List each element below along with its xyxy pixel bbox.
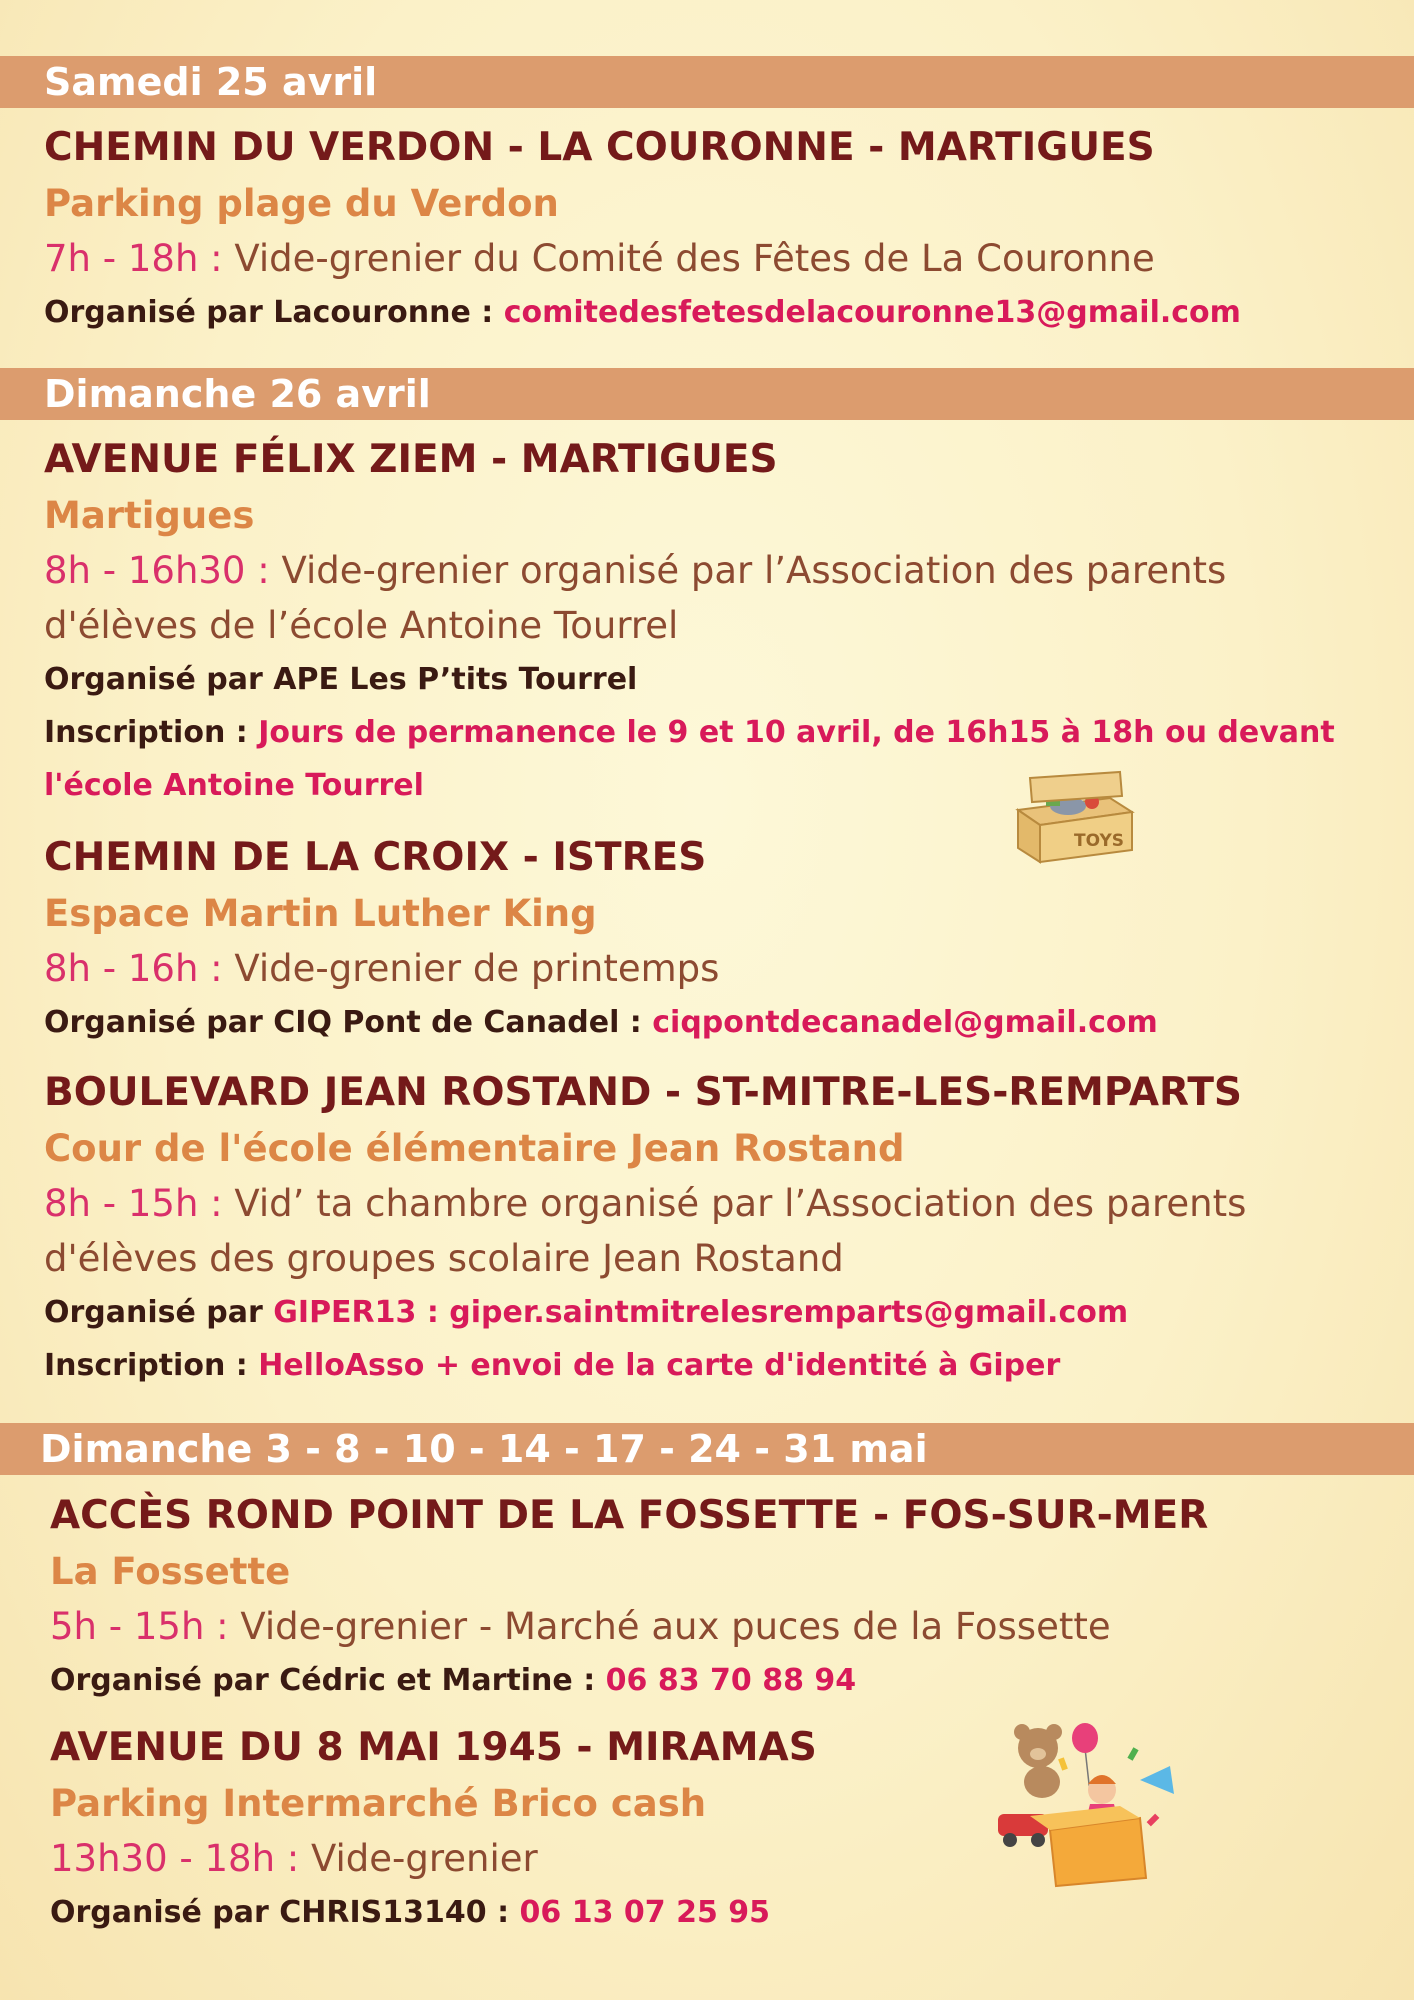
event-time: 7h - 18h [44, 237, 199, 280]
event-street: ACCÈS ROND POINT DE LA FOSSETTE - FOS-SUR-MER [50, 1493, 1209, 1538]
organizer-email[interactable]: ciqpontdecanadel@gmail.com [652, 1005, 1158, 1040]
event-time: 13h30 - 18h [50, 1837, 276, 1880]
inscription-prefix: Inscription : [44, 1348, 248, 1383]
event-organizer [44, 996, 1374, 1049]
inscription-text: HelloAsso + envoi de la carte d'identité à Giper [258, 1348, 1061, 1383]
organizer-email[interactable]: giper.saintmitrelesremparts@gmail.com [449, 1295, 1129, 1330]
organizer-phone[interactable]: 06 13 07 25 95 [519, 1895, 771, 1930]
date-header: Samedi 25 avril [0, 56, 1414, 108]
organizer-prefix: Organisé par CHRIS13140 : [50, 1895, 510, 1930]
event-place: Martigues [44, 494, 255, 537]
event-time: 8h - 16h [44, 947, 199, 990]
event-time: 8h - 15h [44, 1182, 199, 1225]
event-organizer [50, 1886, 1380, 1939]
event-listing [44, 1065, 1374, 1392]
date-header: Dimanche 26 avril [0, 368, 1414, 420]
event-place: Parking Intermarché Brico cash [50, 1782, 707, 1825]
toys-illustration-icon [990, 1718, 1190, 1888]
organizer-phone[interactable]: 06 83 70 88 94 [605, 1663, 857, 1698]
organizer-prefix: Organisé par Cédric et Martine : [50, 1663, 596, 1698]
event-description-text: Vide-grenier du Comité des Fêtes de La Couronne [234, 237, 1155, 280]
inscription-prefix: Inscription : [44, 715, 248, 750]
event-organizer [44, 1286, 1374, 1339]
event-description: 13h30 - 18h : Vide-grenier [50, 1837, 538, 1880]
event-description: 7h - 18h : Vide-grenier du Comité des Fêtes de La Couronne [44, 237, 1155, 280]
organizer-name: GIPER13 : [273, 1295, 439, 1330]
event-street: AVENUE DU 8 MAI 1945 - MIRAMAS [50, 1725, 817, 1770]
toy-box-label: TOYS [1074, 831, 1124, 851]
toy-box-icon [1010, 770, 1140, 865]
event-description-text: Vid’ ta chambre organisé par l’Association des parents d'élèves des groupes scolaire Jean Rostand [44, 1182, 1247, 1280]
event-listing [50, 1488, 1380, 1707]
event-place: Espace Martin Luther King [44, 892, 597, 935]
event-inscription [44, 706, 1344, 812]
organizer-prefix: Organisé par Lacouronne : [44, 295, 494, 330]
event-description: 5h - 15h : Vide-grenier - Marché aux puces de la Fossette [50, 1605, 1111, 1648]
event-description-text: Vide-grenier de printemps [234, 947, 720, 990]
inscription-text: Jours de permanence le 9 et 10 avril, de 16h15 à 18h ou devant l'école Antoine Tourrel [44, 715, 1335, 803]
event-description-text: Vide-grenier [311, 1837, 538, 1880]
event-listing [44, 830, 1374, 1049]
event-organizer [50, 1654, 1380, 1707]
event-description: 8h - 16h30 : Vide-grenier organisé par l’Association des parents d'élèves de l’école Antoine Tourrel [44, 549, 1227, 647]
organizer-prefix: Organisé par APE Les P’tits Tourrel [44, 662, 638, 697]
event-place: La Fossette [50, 1550, 291, 1593]
event-inscription [44, 1339, 1374, 1392]
event-description: 8h - 16h : Vide-grenier de printemps [44, 947, 720, 990]
event-street: BOULEVARD JEAN ROSTAND - ST-MITRE-LES-REMPARTS [44, 1070, 1243, 1115]
organizer-email[interactable]: comitedesfetesdelacouronne13@gmail.com [503, 295, 1241, 330]
event-place: Parking plage du Verdon [44, 182, 559, 225]
organizer-prefix: Organisé par [44, 1295, 263, 1330]
event-description: 8h - 15h : Vid’ ta chambre organisé par l’Association des parents d'élèves des groupes scolaire Jean Rostand [44, 1182, 1247, 1280]
event-description-text: Vide-grenier organisé par l’Association des parents d'élèves de l’école Antoine Tourrel [44, 549, 1227, 647]
event-street: CHEMIN DE LA CROIX - ISTRES [44, 835, 707, 880]
event-time: 5h - 15h [50, 1605, 205, 1648]
date-header: Dimanche 3 - 8 - 10 - 14 - 17 - 24 - 31 mai [0, 1423, 1414, 1475]
organizer-prefix: Organisé par CIQ Pont de Canadel : [44, 1005, 642, 1040]
event-listing [44, 120, 1374, 339]
event-time: 8h - 16h30 [44, 549, 246, 592]
event-listing [44, 432, 1374, 812]
event-street: AVENUE FÉLIX ZIEM - MARTIGUES [44, 437, 778, 482]
event-organizer [44, 653, 1374, 706]
event-place: Cour de l'école élémentaire Jean Rostand [44, 1127, 905, 1170]
event-description-text: Vide-grenier - Marché aux puces de la Fossette [240, 1605, 1111, 1648]
event-organizer [44, 286, 1374, 339]
event-street: CHEMIN DU VERDON - LA COURONNE - MARTIGUES [44, 125, 1155, 170]
